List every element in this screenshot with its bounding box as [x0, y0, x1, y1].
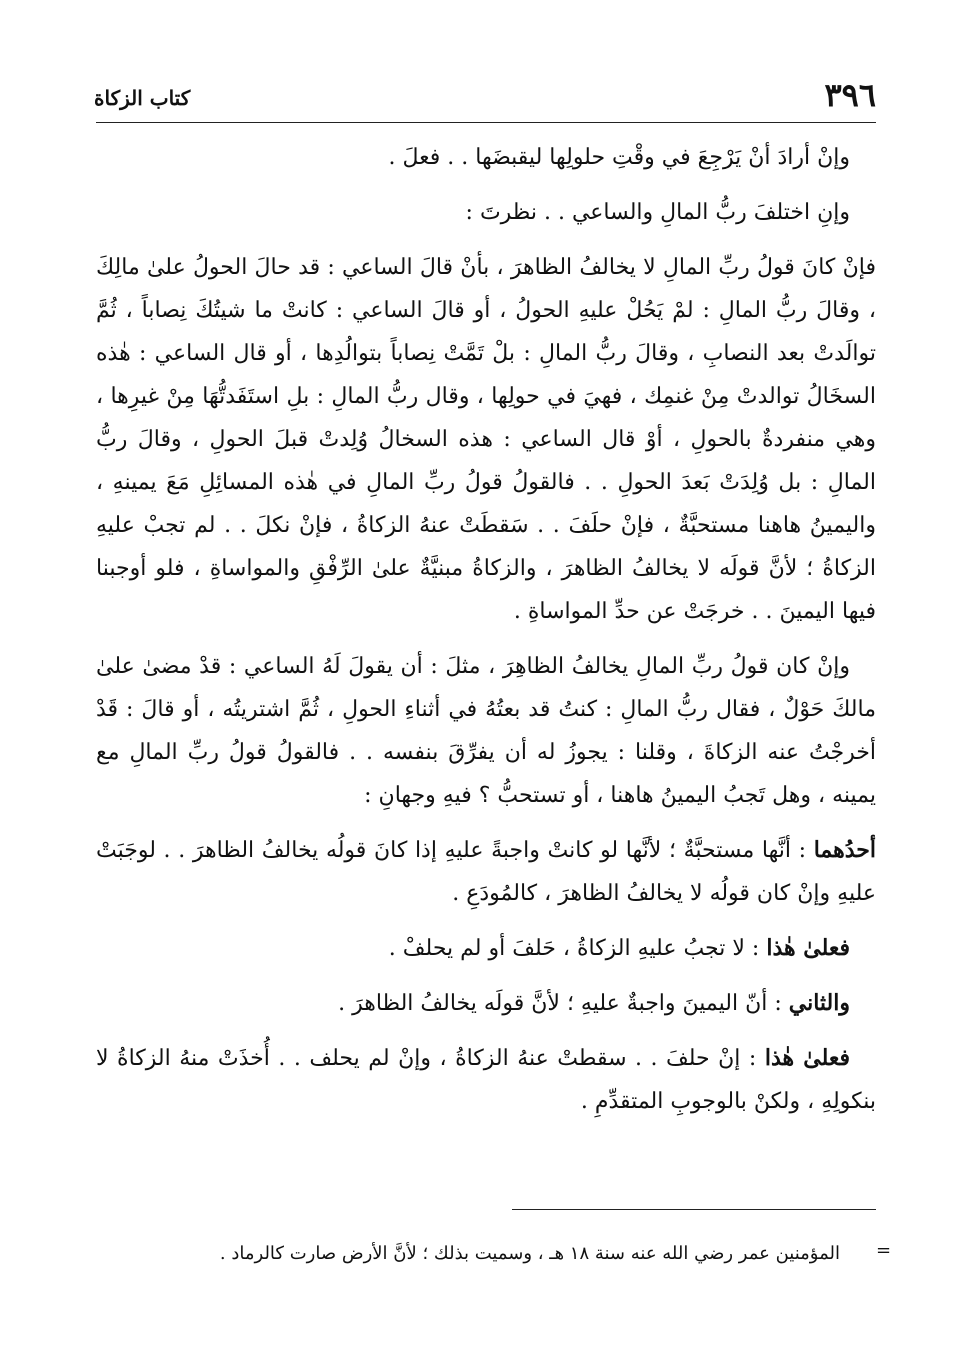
paragraph [96, 645, 876, 817]
paragraph [96, 927, 876, 970]
paragraph-text: : لا تجبُ عليهِ الزكاةُ ، حَلفَ أو لم يحلفْ . [388, 936, 767, 961]
main-text [96, 136, 876, 1135]
paragraph-text: : إنْ حلفَ . . سقطتْ عنهُ الزكاةُ ، وإنْ لم يحلف . . أُخذَتْ منهُ الزكاةُ لا بنكولِهِ ، ولكنْ بالوجوبِ المتقدِّمِ . [96, 1046, 876, 1114]
paragraph [96, 191, 876, 234]
paragraph-text: : أنّ اليمينَ واجبةٌ عليهِ ؛ لأنَّ قولَه يخالفُ الظاهرَ . [338, 991, 789, 1016]
paragraph [96, 246, 876, 633]
footnote-continuation-marker: = [876, 1240, 892, 1261]
paragraph-text: : أنَّها مستحبَّةٌ ؛ لأنَّها لو كانتْ واجبةً عليهِ إذا كانَ قولُه يخالفُ الظاهرَ . . لوجَبَتْ عليهِ وإنْ كان قولُه لا يخالفُ الظاهرَ ، كالمُودَعِ . [96, 838, 876, 906]
page-header [94, 72, 876, 120]
footnote: المؤمنين عمر رضي الله عنه سنة ١٨ هـ ، وسميت بذلك ؛ لأنَّ الأرض صارت كالرماد . [219, 1243, 840, 1264]
footnote-rule [512, 1209, 876, 1210]
paragraph [96, 136, 876, 179]
paragraph-label: والثاني [788, 990, 850, 1016]
paragraph-label: فعلىٰ هٰذا [764, 1045, 851, 1071]
paragraph-text: وإنْ أرادَ أنْ يَرْجِعَ في وقْتِ حلولِها ليقبضَها . . فعلَ . [388, 145, 850, 170]
paragraph-label: أحدُهما [813, 837, 876, 863]
running-title: كتاب الزكاة [94, 86, 191, 110]
paragraph [96, 829, 876, 915]
paragraph-label: فعلىٰ هٰذا [766, 935, 850, 961]
page-number: ٣٩٦ [824, 76, 876, 114]
paragraph-text: فإنْ كانَ قولُ ربِّ المالِ لا يخالفُ الظاهرَ ، بأنْ قالَ الساعي : قد حالَ الحولُ علىٰ مالِكَ ، وقالَ ربُّ المالِ : لمْ يَحُلْ عليهِ الحولُ ، أو قالَ الساعي : كانتْ ما شيتُكَ نِصاباً ، ثُمَّ توالَدتْ بعد النصابِ ، وقالَ ربُّ المالِ : بلْ تَمَّتْ نِصاباً بتوالُدِها ، أو قال الساعي : هٰذه السخَالُ توالدتْ مِنْ غنمِك ، فهيَ في حولِها ، وقال ربُّ المالِ : بلِ استَفَدتُّهَا مِنْ غيرِها ، وهي منفردةٌ بالحولِ ، أوْ قال الساعي : هذه السخالُ وُلِدتْ قبلَ الحولِ ، وقالَ ربُّ المالِ : بل وُلِدَتْ بَعدَ الحولِ . . فالقولُ قولُ ربِّ المالِ في هٰذه المسائِلِ مَعَ يمينهِ ، واليمينُ هاهنا مستحبَّةٌ ، فإنْ حلَفَ . . سَقطَتْ عنهُ الزكاةُ ، فإنْ نكلَ . . لم تجبْ عليهِ الزكاةُ ؛ لأنَّ قولَه لا يخالفُ الظاهرَ ، والزكاةُ مبنيَّةٌ علىٰ الرِّفْقِ والمواساةِ ، فلو أوجبنا فيها اليمينَ . . خرجَتْ عن حدِّ المواساةِ . [96, 255, 876, 624]
paragraph-text: وإنْ كان قولُ ربِّ المالِ يخالفُ الظاهِرَ ، مثلَ : أن يقولَ لَهُ الساعي : قدْ مضىٰ علىٰ مالكَ حَوْلٌ ، فقال ربُّ المالِ : كنتُ قد بعتُهُ في أثناءِ الحولِ ، ثُمَّ اشتريتُه ، أو قالَ : قَدْ أخرجْتُ عنه الزكاةَ ، وقلنا : يجوزُ له أن يفرِّقَ بنفسه . . فالقولُ قولُ ربِّ المالِ مع يمينه ، وهل تَجبُ اليمينُ هاهنا ، أو تستحبُّ ؟ فيهِ وجهانِ : [96, 654, 876, 808]
paragraph [96, 982, 876, 1025]
header-rule [96, 122, 876, 123]
paragraph-text: وإنِ اختلفَ ربُّ المالِ والساعي . . نظرتَ : [465, 200, 850, 225]
paragraph [96, 1037, 876, 1123]
